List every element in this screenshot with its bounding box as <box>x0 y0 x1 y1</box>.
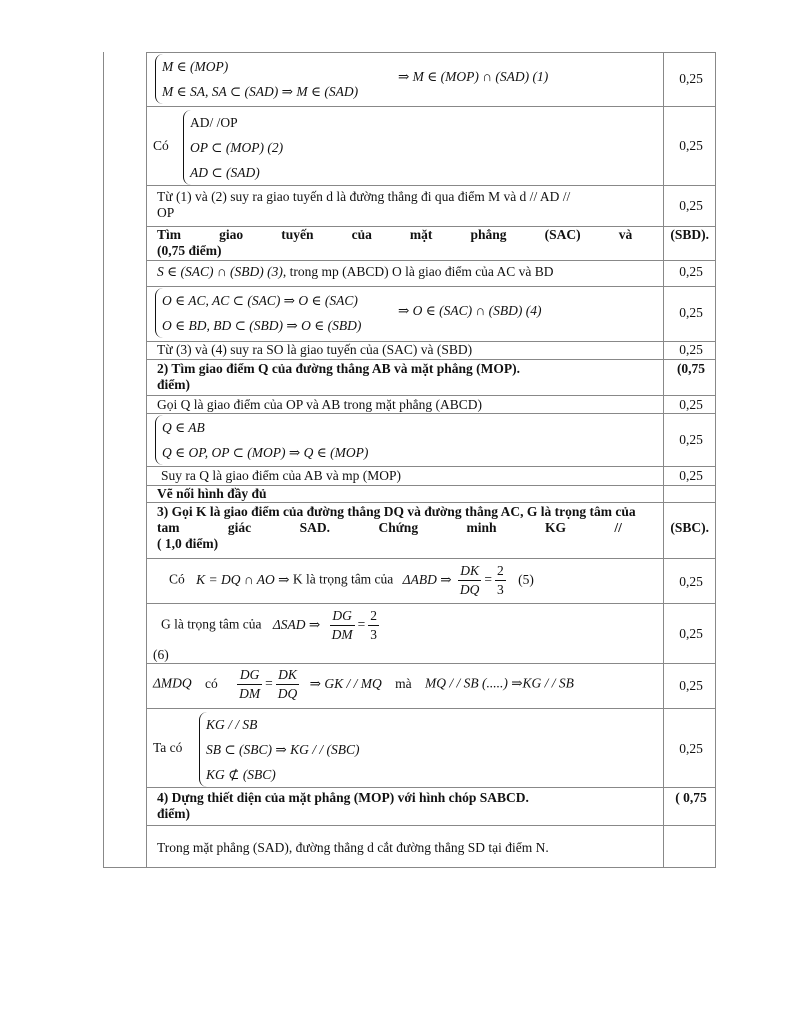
score-cell: 0,25 <box>679 198 703 213</box>
row-divider <box>146 260 716 261</box>
fraction <box>458 562 482 599</box>
g-centroid <box>161 607 382 644</box>
text: có <box>205 675 218 691</box>
formula-line: M ∈ (MOP) <box>162 59 229 74</box>
section-points: (0,75 <box>676 361 706 376</box>
denominator: DM <box>239 686 261 701</box>
denominator: DQ <box>277 686 298 701</box>
heading-line: (0,75 điểm) <box>157 243 222 258</box>
formula-line: AD ⊂ (SAD) <box>190 165 260 180</box>
row-divider <box>146 558 716 559</box>
text: , trong mp (ABCD) O là giao điểm của AC và BD <box>282 264 554 279</box>
formula: ⇒ GK / / MQ <box>309 675 382 691</box>
table-border-left <box>103 52 104 868</box>
denominator: 3 <box>497 582 504 597</box>
formula-result: ⇒ O ∈ (SAC) ∩ (SBD) (4) <box>398 303 542 318</box>
row-divider <box>146 787 716 788</box>
row-divider <box>146 502 716 503</box>
k-centroid <box>169 562 534 599</box>
score-cell: 0,25 <box>679 138 703 153</box>
row-divider <box>146 708 716 709</box>
numerator: 2 <box>495 562 506 581</box>
formula-line: OP ⊂ (MOP) (2) <box>190 140 284 155</box>
text-n-def: Trong mặt phẳng (SAD), đường thẳng d cắt đường thẳng SD tại điểm N. <box>157 840 549 855</box>
tag: (5) <box>518 571 534 587</box>
equals: = <box>265 675 273 691</box>
section-heading <box>151 504 715 552</box>
formula: ΔABD ⇒ <box>402 571 452 587</box>
formula: ΔSAD ⇒ <box>272 616 321 632</box>
formula-line: KG / / SB <box>206 717 258 732</box>
system-kg <box>199 712 359 787</box>
numerator: DG <box>237 666 262 685</box>
row-divider <box>146 825 716 826</box>
score-cell: 0,25 <box>679 264 703 279</box>
section-heading <box>151 227 715 259</box>
prefix-label: Ta có <box>153 740 183 755</box>
text: G là trọng tâm của <box>161 616 262 632</box>
numerator: 2 <box>368 607 379 626</box>
prefix-label: Có <box>169 571 185 587</box>
denominator: 3 <box>370 627 377 642</box>
row-divider <box>146 52 716 53</box>
heading-line: 2) Tìm giao điểm Q của đường thẳng AB và mặt phẳng (MOP). <box>157 361 520 376</box>
score-cell: 0,25 <box>679 468 703 483</box>
numerator: DK <box>458 562 482 581</box>
s-intersection <box>151 264 663 280</box>
system-m <box>155 54 358 104</box>
section-points: ( 0,75 <box>675 790 707 805</box>
row-divider <box>146 395 716 396</box>
column-divider <box>663 52 664 868</box>
fraction <box>330 607 355 644</box>
formula-line: AD/ /OP <box>190 115 238 130</box>
text: K là trọng tâm của <box>292 571 394 587</box>
formula-line: O ∈ AC, AC ⊂ (SAC) ⇒ O ∈ (SAC) <box>162 293 358 308</box>
tag: (6) <box>153 647 169 662</box>
section-heading <box>151 361 663 393</box>
conclusion-d <box>151 189 663 221</box>
row-divider <box>146 359 716 360</box>
formula: S ∈ (SAC) ∩ (SBD) (3) <box>157 264 283 279</box>
formula-line: Q ∈ AB <box>162 420 205 435</box>
formula-result: ⇒ M ∈ (MOP) ∩ (SAD) (1) <box>398 69 549 84</box>
score-cell: 0,25 <box>679 626 703 641</box>
fraction <box>276 666 300 703</box>
text-line: OP <box>157 205 175 220</box>
prefix-label: Có <box>153 138 169 153</box>
formula: MQ / / SB (.....) ⇒KG / / SB <box>424 675 574 691</box>
score-cell: 0,25 <box>679 71 703 86</box>
score-cell: 0,25 <box>679 574 703 589</box>
heading-line: Tìm giao tuyến của mặt phẳng (SAC) và (SBD). <box>157 227 709 242</box>
formula: ΔMDQ <box>153 675 192 691</box>
heading-line: điểm) <box>157 377 190 392</box>
answer-table <box>103 52 716 868</box>
denominator: DM <box>331 627 353 642</box>
formula-line: KG ⊄ (SBC) <box>206 767 276 782</box>
section-heading: Vẽ nối hình đầy đủ <box>157 486 267 501</box>
formula-line: O ∈ BD, BD ⊂ (SBD) ⇒ O ∈ (SBD) <box>162 318 362 333</box>
score-cell: 0,25 <box>679 397 703 412</box>
score-cell: 0,25 <box>679 741 703 756</box>
section-heading <box>151 790 663 822</box>
fraction <box>495 562 506 599</box>
heading-line: 3) Gọi K là giao điểm của đường thẳng DQ và đường thẳng AC, G là trọng tâm của <box>157 504 636 519</box>
equals: = <box>357 616 366 632</box>
row-divider <box>146 185 716 186</box>
formula-line: SB ⊂ (SBC) ⇒ KG / / (SBC) <box>206 742 360 757</box>
heading-line: tam giác SAD. Chứng minh KG // (SBC). <box>157 520 709 535</box>
row-divider <box>146 663 716 664</box>
formula-line: Q ∈ OP, OP ⊂ (MOP) ⇒ Q ∈ (MOP) <box>162 445 369 460</box>
numerator: DG <box>330 607 355 626</box>
row-divider <box>146 603 716 604</box>
text: mà <box>395 675 412 691</box>
numerator: DK <box>276 666 300 685</box>
column-divider <box>146 52 147 868</box>
row-divider <box>146 106 716 107</box>
system-o <box>155 288 361 338</box>
heading-line: 4) Dựng thiết diện của mặt phẳng (MOP) với hình chóp SABCD. <box>157 790 529 805</box>
row-divider <box>146 466 716 467</box>
system-ad-op <box>183 110 283 185</box>
fraction <box>368 607 379 644</box>
score-cell: 0,25 <box>679 678 703 693</box>
score-cell: 0,25 <box>679 432 703 447</box>
gk-parallel <box>153 666 574 703</box>
row-divider <box>146 286 716 287</box>
equals: = <box>484 571 493 587</box>
denominator: DQ <box>459 582 480 597</box>
heading-line: ( 1,0 điểm) <box>157 536 219 551</box>
score-cell: 0,25 <box>679 342 703 357</box>
heading-line: điểm) <box>157 806 190 821</box>
row-divider <box>146 413 716 414</box>
conclusion-so: Từ (3) và (4) suy ra SO là giao tuyến của (SAC) và (SBD) <box>157 342 473 357</box>
formula: K = DQ ∩ AO ⇒ <box>196 571 290 587</box>
text-line: Từ (1) và (2) suy ra giao tuyến d là đường thẳng đi qua điểm M và d // AD // <box>157 189 571 204</box>
system-q <box>155 415 368 465</box>
text-q-def: Gọi Q là giao điểm của OP và AB trong mặt phẳng (ABCD) <box>157 397 482 412</box>
fraction <box>237 666 262 703</box>
table-border-bottom <box>103 867 716 868</box>
formula-line: M ∈ SA, SA ⊂ (SAD) ⇒ M ∈ (SAD) <box>162 84 359 99</box>
score-cell: 0,25 <box>679 305 703 320</box>
conclusion-q: Suy ra Q là giao điểm của AB và mp (MOP) <box>161 468 401 483</box>
